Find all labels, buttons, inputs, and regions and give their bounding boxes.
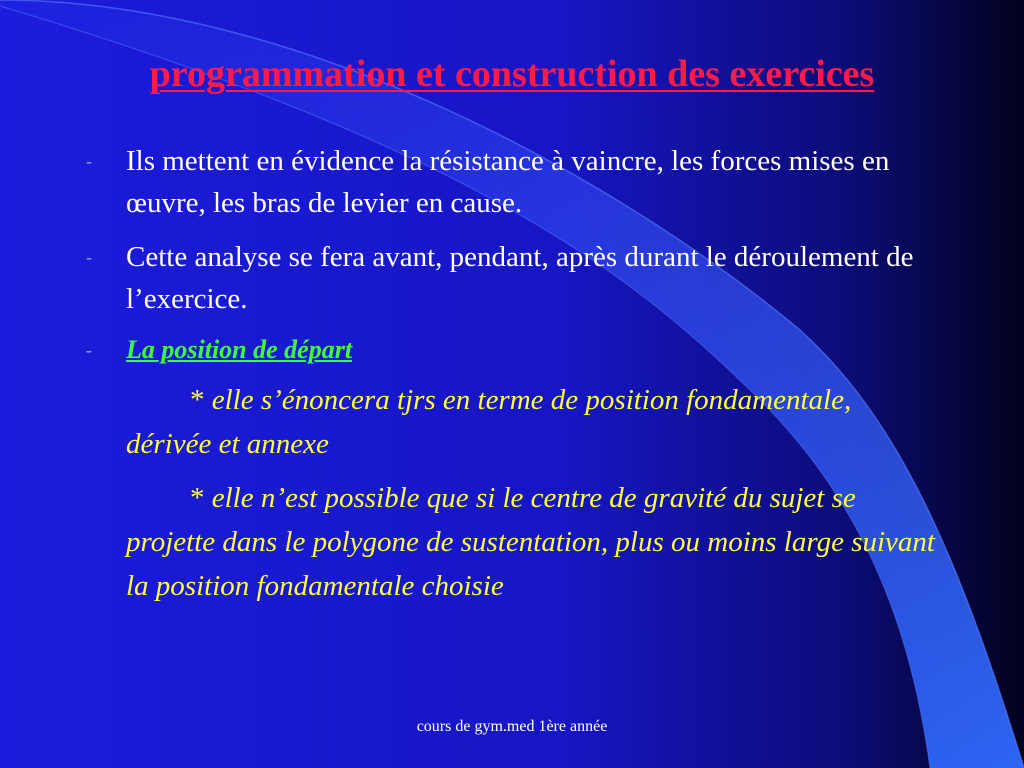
star-marker: *	[190, 482, 205, 514]
bullet-dash: -	[86, 151, 92, 171]
sub-point-text: elle s’énoncera tjrs en terme de position fondamentale, dérivée et annexe	[126, 384, 852, 460]
bullet-dash: -	[86, 247, 92, 267]
bullet-text: Cette analyse se fera avant, pendant, après durant le déroulement de l’exercice.	[126, 241, 914, 315]
sub-point-text: elle n’est possible que si le centre de gravité du sujet se projette dans le polygone de sustentation, plus ou moins large suivant la position fondamentale choisie	[126, 482, 935, 602]
subheading-text: La position de départ	[126, 335, 353, 364]
star-marker: *	[190, 384, 205, 416]
sub-point-enoncera	[86, 378, 936, 466]
bullet-item-resistance	[86, 140, 936, 224]
slide-footer: cours de gym.med 1ère année	[416, 718, 608, 735]
bullet-item-position-depart	[86, 332, 936, 368]
slide-content	[86, 140, 936, 618]
slide-title: programmation et construction des exercices	[149, 53, 875, 95]
bullet-item-analyse	[86, 236, 936, 320]
bullet-text: Ils mettent en évidence la résistance à vaincre, les forces mises en œuvre, les bras de levier en cause.	[126, 145, 890, 219]
sub-point-possible	[86, 476, 936, 608]
bullet-dash: -	[86, 340, 92, 360]
